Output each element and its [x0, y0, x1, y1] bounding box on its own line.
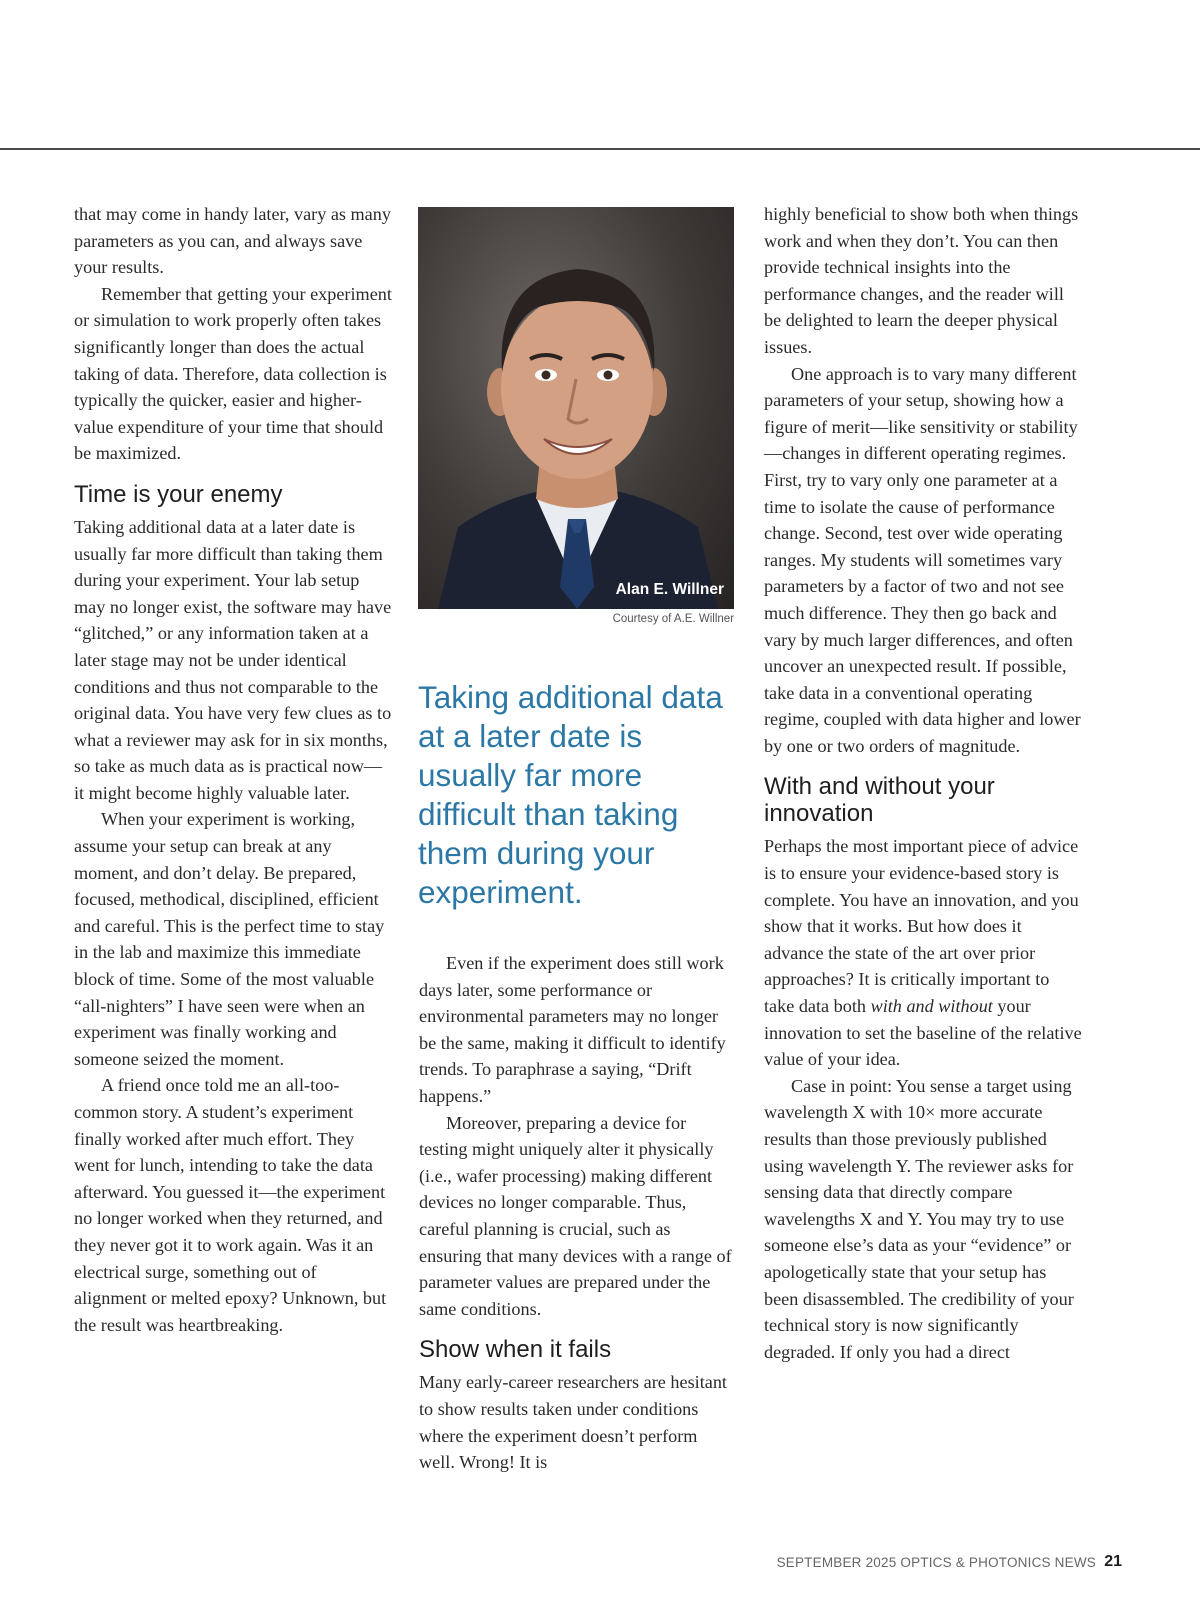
page-number: 21 — [1104, 1553, 1122, 1570]
paragraph: highly beneficial to show both when things work and when they don’t. You can then provide technical insights into the performance changes, and the reader will be delighted to learn the deeper physical issues. — [764, 204, 1079, 357]
paragraph: Taking additional data at a later date is usually far more difficult than taking them during your experiment. Your lab setup may no longer exist, the software may have “glitched,” or any information taken at a later stage may not be under identical conditions and thus not comparable to the original data. You have very few clues as to what a reviewer may ask for in six months, so take as much data as is practical now—it might become highly valuable later. — [74, 516, 392, 803]
section-heading: Show when it fails — [419, 1336, 612, 1364]
emphasis-text: with and without — [870, 996, 993, 1017]
column-2 — [419, 950, 737, 1476]
column-1 — [74, 201, 392, 1338]
top-rule — [0, 148, 1200, 150]
section-heading: Time is your enemy — [74, 480, 283, 508]
portrait-figure — [418, 207, 734, 625]
paragraph — [764, 833, 1084, 1072]
portrait-photo — [418, 207, 734, 609]
paragraph: Moreover, preparing a device for testing might uniquely alter it physically (i.e., wafer processing) making different devices no longer comparable. Thus, careful planning is crucial, such as ensuring that many devices with a range of parameter values are prepared under the same conditions. — [419, 1112, 732, 1319]
paragraph: Even if the experiment does still work days later, some performance or environmental parameters may no longer be the same, making it difficult to identify trends. To paraphrase a saying, “Drift happens.” — [419, 953, 726, 1106]
paragraph-text: your innovation to set the baseline of the relative value of your idea. — [764, 996, 1082, 1070]
column-3 — [764, 201, 1084, 1365]
running-footer: SEPTEMBER 2025 OPTICS & PHOTONICS NEWS — [776, 1555, 1096, 1570]
paragraph: When your experiment is working, assume your setup can break at any moment, and don’t delay. Be prepared, focused, methodical, disciplined, efficient and careful. This is the perfect time to stay in the lab and maximize this immediate block of time. Some of the most valuable “all-nighters” I have seen were when an experiment was finally working and someone seized the moment. — [74, 809, 385, 1069]
paragraph: Case in point: You sense a target using wavelength X with 10× more accurate results than those previously published using wavelength Y. The reviewer asks for sensing data that directly compare wavelengths X and Y. You may try to use someone else’s data as your “evidence” or apologetically state that your setup has been disassembled. The credibility of your technical story is now significantly degraded. If only you had a direct — [764, 1075, 1074, 1362]
photo-credit: Courtesy of A.E. Willner — [612, 613, 734, 625]
paragraph: Many early-career researchers are hesitant to show results taken under conditions where the experiment doesn’t perform well. Wrong! It is — [419, 1372, 727, 1473]
paragraph: A friend once told me an all-too-common story. A student’s experiment finally worked after much effort. They went for lunch, intending to take the data afterward. You guessed it—the experiment no longer worked when they returned, and they never got it to work again. Was it an electrical surge, something out of alignment or melted epoxy? Unknown, but the result was heartbreaking. — [74, 1075, 387, 1335]
section-heading: With and without your innovation — [764, 773, 995, 828]
portrait-illustration — [418, 207, 734, 609]
photo-caption-name: Alan E. Willner — [615, 581, 724, 598]
paragraph: One approach is to vary many different parameters of your setup, showing how a figure of merit—like sensitivity or stability—changes in different operating regimes. First, try to vary only one parameter at a time to isolate the cause of performance change. Second, test over wide operating ranges. My students will sometimes vary parameters by a factor of two and not see much difference. They then go back and vary by much larger differences, and often uncover an unexpected result. If possible, take data in a conventional operating regime, coupled with data higher and lower by one or two orders of magnitude. — [764, 363, 1081, 756]
paragraph: that may come in handy later, vary as many parameters as you can, and always save your results. — [74, 204, 391, 278]
paragraph: Remember that getting your experiment or simulation to work properly often takes significantly longer than does the actual taking of data. Therefore, data collection is typically the quicker, easier and higher-value expenditure of your time that should be maximized. — [74, 283, 392, 464]
pull-quote: Taking additional data at a later date is usually far more difficult than taking them during your experiment. — [418, 679, 723, 910]
paragraph-text: Perhaps the most important piece of advice is to ensure your evidence-based story is complete. You have an innovation, and you show that it works. But how does it advance the state of the art over prior approaches? It is critically important to take data both — [764, 836, 1079, 1017]
